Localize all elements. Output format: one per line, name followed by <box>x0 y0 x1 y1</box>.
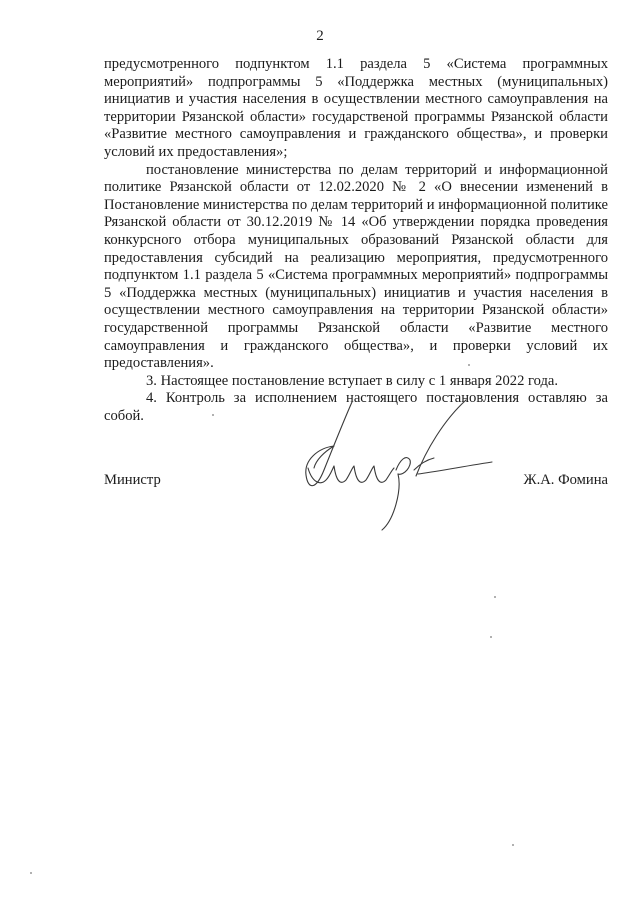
scan-speck <box>212 414 214 416</box>
paragraph-2: постановление министерства по делам территорий и информационной политике Рязанской области от 12.02.2020 № 2 «О внесении изменений в Постановление министерства по делам территорий и информационной политике Рязанской области от 30.12.2019 № 14 «Об утверждении порядка проведения конкурсного отбора муниципальных образований Рязанской области для предоставления субсидий на реализацию мероприятия, предусмотренного подпунктом 1.1 раздела 5 «Система программных мероприятий» подпрограммы 5 «Поддержка местных (муниципальных) инициатив и участия населения в осуществлении местного самоуправления на территории Рязанской области» государственной программы Рязанской области «Развитие местного самоуправления и гражданского общества», и проверки условий их предоставления». <box>104 161 608 372</box>
paragraph-1: предусмотренного подпунктом 1.1 раздела 5 «Система программных мероприятий» подпрограммы 5 «Поддержка местных (муниципальных) инициатив и участия населения в осуществлении местного самоуправления на территории Рязанской области» государственой программы Рязанской области «Развитие местного самоуправления и гражданского общества», и проверки условий их предоставления»; <box>104 56 608 160</box>
paragraph-4: 4. Контроль за исполнением настоящего постановления оставляю за собой. <box>104 390 608 424</box>
scan-speck <box>494 596 496 598</box>
scan-speck <box>512 844 514 846</box>
scan-speck <box>490 636 492 638</box>
page-number: 2 <box>316 28 324 44</box>
signatory-name: Ж.А. Фомина <box>523 472 608 488</box>
handwritten-signature <box>294 390 494 540</box>
document-body <box>104 56 608 425</box>
scan-speck <box>468 364 470 366</box>
scan-speck <box>30 872 32 874</box>
paragraph-3: 3. Настоящее постановление вступает в силу с 1 января 2022 года. <box>146 372 559 389</box>
position-title: Министр <box>104 472 161 488</box>
